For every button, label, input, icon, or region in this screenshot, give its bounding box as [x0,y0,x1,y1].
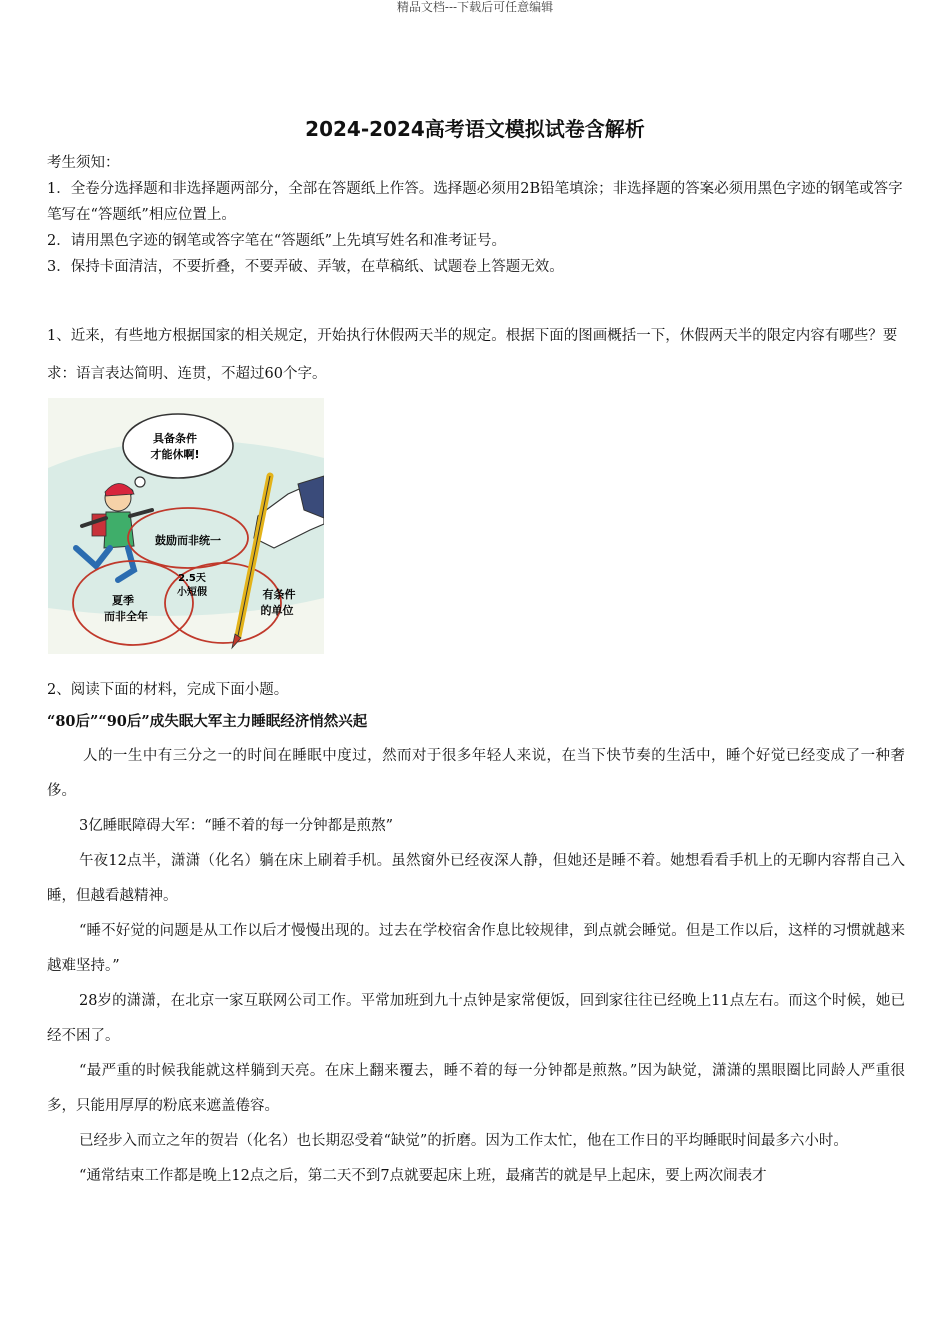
article-subheading: 3亿睡眠障碍大军：“睡不着的每一分钟都是煎熬” [79,818,394,834]
question-2 [47,675,905,1194]
notice-item-1: 1．全卷分选择题和非选择题两部分，全部在答题纸上作答。选择题必须用2B铅笔填涂；非选择题的答案必须用黑色字迹的钢笔或答字笔写在“答题纸”相应位置上。 [47,181,903,223]
cartoon-illustration [48,398,324,654]
bubble-line-2: 才能休啊! [150,448,200,461]
center-line-2: 小短假 [177,587,207,598]
left-line-1: 夏季 [112,594,134,607]
center-line-1: 2.5天 [178,573,206,584]
right-line-1: 有条件 [262,588,296,601]
article-paragraph-6: 已经步入而立之年的贺岩（化名）也长期忍受着“缺觉”的折磨。因为工作太忙，他在工作日的平均睡眠时间最多六小时。 [79,1133,848,1149]
article-paragraph-5: “最严重的时候我能就这样躺到天亮。在床上翻来覆去，睡不着的每一分钟都是煎熬。”因为缺觉，潇潇的黑眼圈比同龄人严重很多，只能用厚厚的粉底来遮盖倦容。 [47,1063,905,1114]
article-title: “80后”“90后”成失眠大军主力睡眠经济悄然兴起 [47,713,368,730]
article-paragraph-4: 28岁的潇潇，在北京一家互联网公司工作。平常加班到九十点钟是家常便饭，回到家往往已经晚上11点左右。而这个时候，她已经不困了。 [47,993,905,1044]
bubble-line-1: 具备条件 [153,432,197,445]
left-line-2: 而非全年 [104,610,148,623]
thought-bubble [123,414,233,478]
circle-top-label: 鼓励而非统一 [155,534,221,547]
header-note: 精品文档---下载后可任意编辑 [396,0,554,14]
article-paragraph-7: “通常结束工作都是晚上12点之后，第二天不到7点就要起床上班，最痛苦的就是早上起床，要上两次闹表才 [79,1168,767,1184]
article-paragraph-2: 午夜12点半，潇潇（化名）躺在床上刷着手机。虽然窗外已经夜深人静，但她还是睡不着。她想看看手机上的无聊内容帮自己入睡，但越看越精神。 [47,853,905,904]
notice-section [47,150,907,280]
notice-item-2: 2．请用黑色字迹的钢笔或答字笔在“答题纸”上先填写姓名和准考证号。 [47,233,507,249]
right-line-2: 的单位 [260,604,294,617]
question-1 [47,317,907,393]
notice-item-3: 3．保持卡面清洁，不要折叠，不要弄破、弄皱，在草稿纸、试题卷上答题无效。 [47,259,564,275]
article-paragraph-1: 人的一生中有三分之一的时间在睡眠中度过，然而对于很多年轻人来说，在当下快节奏的生活中，睡个好觉已经变成了一种奢侈。 [47,748,905,799]
question-2-intro: 2、阅读下面的材料，完成下面小题。 [47,682,289,698]
notice-heading: 考生须知： [47,155,120,171]
page-title: 2024-2024高考语文模拟试卷含解析 [305,117,645,141]
question-1-text: 1、近来，有些地方根据国家的相关规定，开始执行休假两天半的规定。根据下面的图画概括一下，休假两天半的限定内容有哪些？要求：语言表达简明、连贯，不超过60个字。 [47,328,898,382]
article-paragraph-3: “睡不好觉的问题是从工作以后才慢慢出现的。过去在学校宿舍作息比较规律，到点就会睡觉。但是工作以后，这样的习惯就越来越难坚持。” [47,923,905,974]
